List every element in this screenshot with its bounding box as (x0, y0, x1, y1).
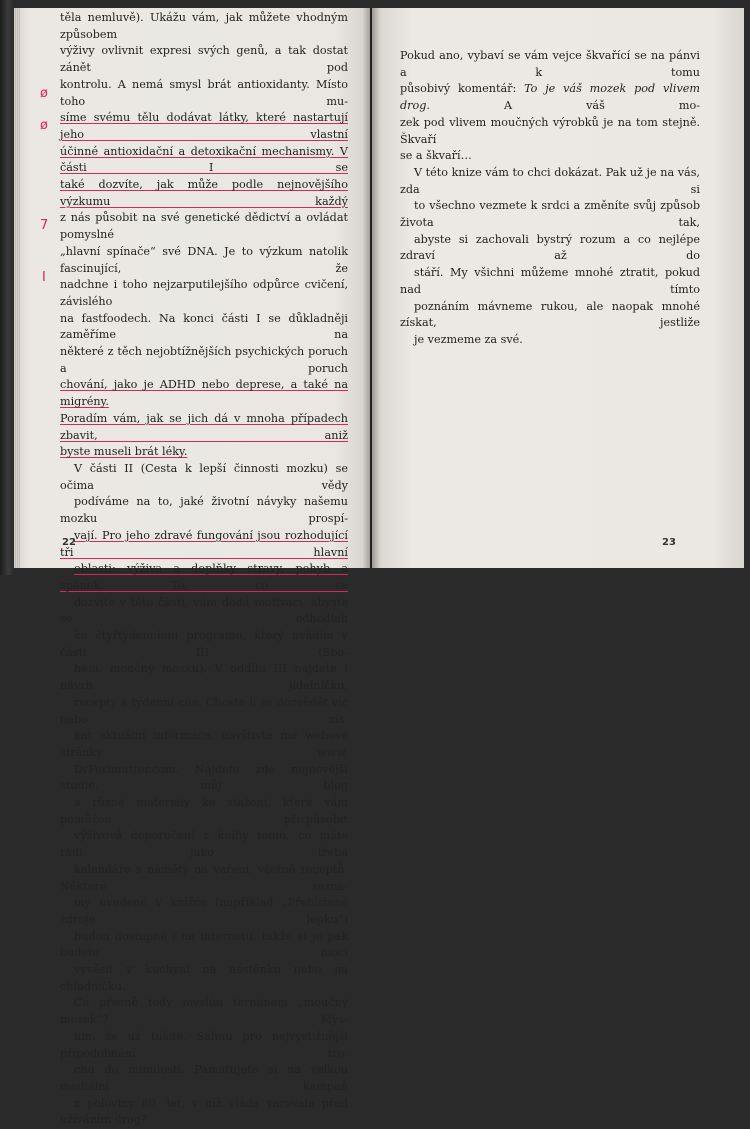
left-page-text (60, 10, 348, 1129)
text-line: podíváme na to, jaké životní návyky našemu mozku prospí- (60, 495, 348, 526)
text-line: zek pod vlivem moučných výrobků je na tom stejně. Škvaří (400, 115, 700, 146)
text-line: z poloviny 80. let, v níž vláda varovala před užíváním drog? (60, 1096, 348, 1127)
text-line: vají. Pro jeho zdravé fungování jsou rozhodující tři hlavní (60, 528, 348, 559)
text-line: to všechno vezmete k srdci a změníte svůj způsob života tak, (400, 199, 700, 230)
text-line: chu do minulosti. Pamatujete si na velkou mediální kampaň (60, 1063, 348, 1093)
text-line: na fastfoodech. Na konci části I se důkladněji zaměříme na (60, 311, 348, 342)
text-line: kat aktuální informace, navštivte mé webové stránky www. (60, 729, 348, 759)
text-line: poznáním mávneme rukou, ale naopak mnohé získat, jestliže (400, 299, 700, 330)
text-line: kontrolu. A nemá smysl brát antioxidanty. Místo toho mu- (60, 77, 348, 108)
right-paragraph-2 (400, 165, 700, 349)
left-paragraph-1 (60, 10, 348, 461)
text-line: výživová doporučení z knihy tomu, co máte rádi, jako třeba (60, 829, 348, 860)
text-line: síme svému tělu dodávat látky, které nastartují jeho vlastní (60, 111, 348, 141)
text-line: abyste si zachovali bystrý rozum a co nejlépe zdraví až do (400, 232, 700, 263)
left-paragraph-2 (60, 461, 348, 996)
text-line: je vezmeme za své. (414, 332, 523, 346)
page-edges (14, 8, 20, 568)
text-line: a různé materiály ke stažení, které vám pomůžou přizpůsobit (60, 796, 348, 826)
text-line: některé z těch nejobtížnějších psychických poruch a poruch (60, 345, 348, 375)
right-paragraph-1 (400, 48, 700, 165)
text-line: nadchne i toho nejzarputilejšího odpůrce cvičení, závislého (60, 278, 348, 308)
text-line: chování, jako je ADHD nebo deprese, a také na migrény. (60, 378, 348, 409)
text-line: V této knize vám to chci dokázat. Pak už je na vás, zda si (400, 165, 700, 196)
text-line: Poradím vám, jak se jich dá v mnoha případech zbavit, aniž (60, 411, 348, 442)
text-line: z nás působit na své genetické dědictví a ovládat pomyslné (60, 211, 348, 242)
text-line: stáří. My všichni můžeme mnohé ztratit, pokud nad tímto (400, 266, 700, 296)
text-line: kalendáře s náměty na vaření, včetně receptů. Některé sezna- (60, 862, 348, 893)
left-paragraph-3 (60, 995, 348, 1129)
text-line: byste museli brát léky. (60, 445, 188, 459)
right-page-number: 23 (662, 537, 676, 548)
text-line: se a škvaří… (400, 149, 472, 163)
text-line: oblasti: výživa a doplňky stravy, pohyb a spánek. To, co se (60, 562, 348, 592)
text-line: my uvedené v knížce (například „Přehlížené zdroje lepku“) (60, 896, 348, 926)
text-line: těla nemluvě). Ukážu vám, jak můžete vhodným způsobem (60, 11, 348, 41)
text-line: Pokud ano, vybaví se vám vejce škvařící se na pánvi a k tomu (400, 49, 700, 79)
text-line: také dozvíte, jak může podle nejnovějšího výzkumu každý (60, 178, 348, 208)
margin-annotation-mark: ø (40, 118, 48, 133)
margin-annotation-mark: ø (40, 86, 48, 101)
text-line: recepty a týdenní cíle. Chcete-li se dozvědět víc nebo zís- (60, 695, 348, 726)
text-line: lím, že už tušíte. Sáhnu pro nejvýstižnější připodobnění tro- (60, 1029, 348, 1060)
right-page-text (400, 48, 700, 349)
text-line: výživy ovlivnit expresi svých genů, a tak dostat zánět pod (60, 44, 348, 75)
text-line: vyvěsit v kuchyni na nástěnku nebo na chladničku. (60, 963, 348, 993)
left-page-number: 22 (62, 537, 76, 548)
text-line: účinné antioxidační a detoxikační mechanismy. V části I se (60, 144, 348, 175)
margin-annotation-mark: I (42, 270, 46, 285)
text-line: Co přesně tedy myslím termínem „moučný mozek“? Mys- (60, 996, 348, 1027)
text-line: působivý komentář: To je váš mozek pod vlivem drog. A váš mo- (400, 82, 700, 113)
text-line: dozvíte v této části, vám dodá motivaci, abyste se odhodlali (60, 595, 348, 626)
text-line: budou dostupné i na internetu, takže si je pak budete moci (60, 929, 348, 960)
margin-annotation-mark: 7 (40, 218, 49, 233)
text-line: hem, moučný mozku). V oddílu III najdete i návrh jídelníčku, (60, 662, 348, 693)
text-line: V části II (Cesta k lepší činnosti mozku) se očima vědy (60, 461, 348, 492)
book-gutter (362, 8, 380, 568)
text-line: DrPerlmutter.com. Najdete zde nejnovější studie, můj blog (60, 762, 348, 793)
text-line: ke čtyřtýdennímu programu, který uvádím v části III (Sbo- (60, 629, 348, 659)
text-line: „hlavní spínače“ své DNA. Je to výzkum natolik fascinující, že (60, 244, 348, 275)
